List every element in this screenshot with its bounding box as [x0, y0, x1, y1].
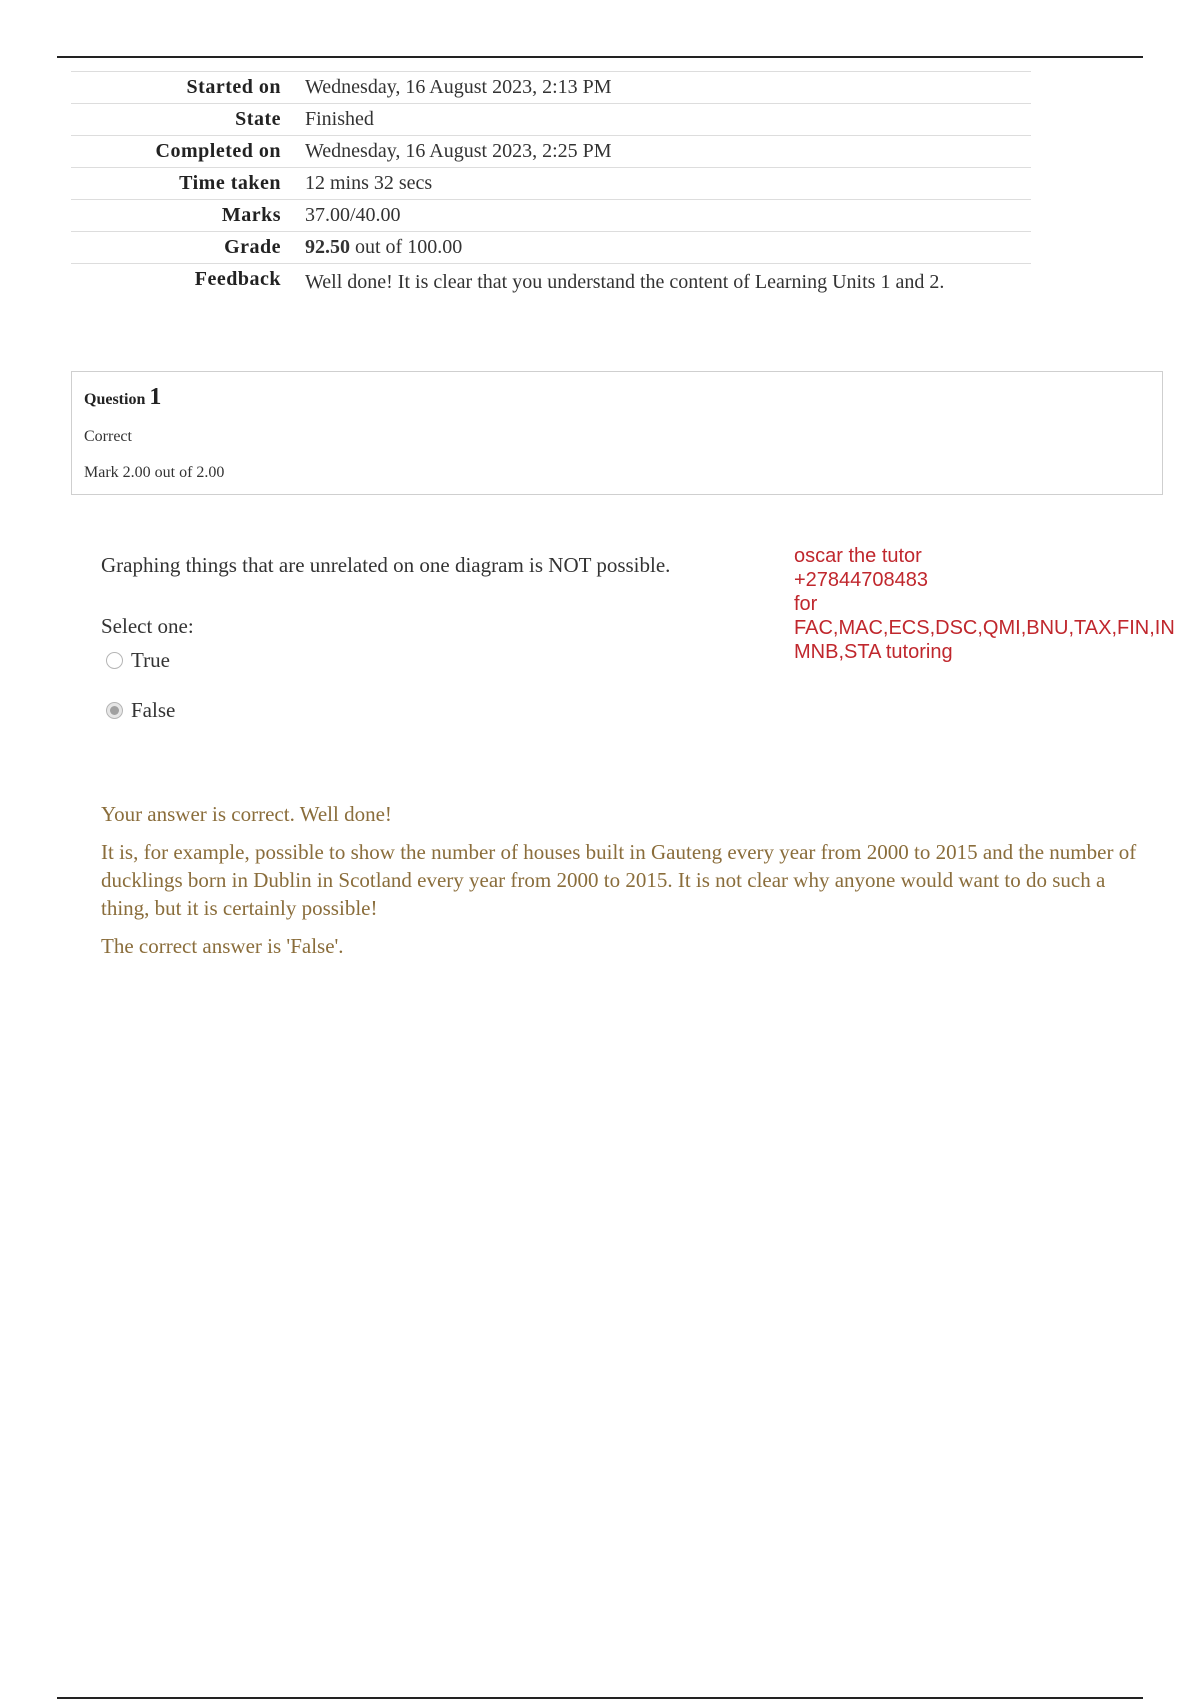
question-label: Question — [84, 391, 146, 408]
summary-row-grade — [71, 232, 1031, 264]
watermark-line: for — [794, 593, 818, 615]
summary-row-state — [71, 104, 1031, 136]
summary-value: Wednesday, 16 August 2023, 2:13 PM — [305, 76, 612, 98]
question-number — [84, 384, 161, 411]
question-text: Graphing things that are unrelated on one diagram is NOT possible. — [101, 553, 671, 577]
question-grade: Mark 2.00 out of 2.00 — [84, 464, 225, 481]
option-label: True — [131, 648, 170, 672]
question-info-box — [71, 371, 1163, 495]
watermark-line: oscar the tutor — [794, 545, 922, 567]
tutor-watermark — [794, 544, 1175, 664]
summary-value: Well done! It is clear that you understand the content of Learning Units 1 and 2. — [305, 271, 945, 293]
summary-row-marks — [71, 200, 1031, 232]
specific-feedback: Your answer is correct. Well done! — [101, 802, 392, 826]
radio-checked-icon[interactable] — [106, 702, 123, 719]
summary-value: 37.00/40.00 — [305, 204, 401, 226]
general-feedback: It is, for example, possible to show the number of houses built in Gauteng every year from 2000 to 2015 and the number of ducklings born in Dublin in Scotland every year from 2000 to 2015. It is not clear why anyone would want to do such a thing, but it is certainly possible! — [101, 840, 1137, 920]
summary-label: Time taken — [179, 172, 281, 194]
summary-label: Feedback — [194, 268, 281, 290]
summary-row-time-taken — [71, 168, 1031, 200]
bottom-rule — [57, 1697, 1143, 1699]
summary-label: Grade — [224, 236, 281, 258]
watermark-line: FAC,MAC,ECS,DSC,QMI,BNU,TAX,FIN,IN — [794, 617, 1175, 639]
summary-value: Wednesday, 16 August 2023, 2:25 PM — [305, 140, 612, 162]
right-answer: The correct answer is 'False'. — [101, 934, 344, 958]
summary-value: 12 mins 32 secs — [305, 172, 433, 194]
summary-label: Completed on — [155, 140, 281, 162]
summary-row-feedback — [71, 264, 1031, 301]
grade-out-of: out of 100.00 — [350, 236, 463, 258]
option-label: False — [131, 698, 176, 722]
summary-label: State — [235, 108, 281, 130]
question-state: Correct — [84, 428, 132, 445]
watermark-line: +27844708483 — [794, 569, 929, 591]
grade-score: 92.50 — [305, 236, 350, 258]
summary-row-started-on — [71, 72, 1031, 104]
question-outcome — [101, 800, 1141, 960]
quiz-summary-table — [71, 71, 1031, 300]
answer-prompt: Select one: — [101, 614, 194, 638]
summary-row-completed-on — [71, 136, 1031, 168]
option-true[interactable] — [106, 648, 170, 673]
summary-value — [293, 232, 1031, 264]
option-false[interactable] — [106, 698, 175, 723]
summary-label: Marks — [221, 204, 281, 226]
watermark-line: MNB,STA tutoring — [794, 641, 953, 663]
top-rule — [57, 56, 1143, 58]
radio-unchecked-icon[interactable] — [106, 652, 123, 669]
question-number-value: 1 — [149, 384, 162, 410]
summary-label: Started on — [186, 76, 281, 98]
summary-value: Finished — [305, 108, 374, 130]
